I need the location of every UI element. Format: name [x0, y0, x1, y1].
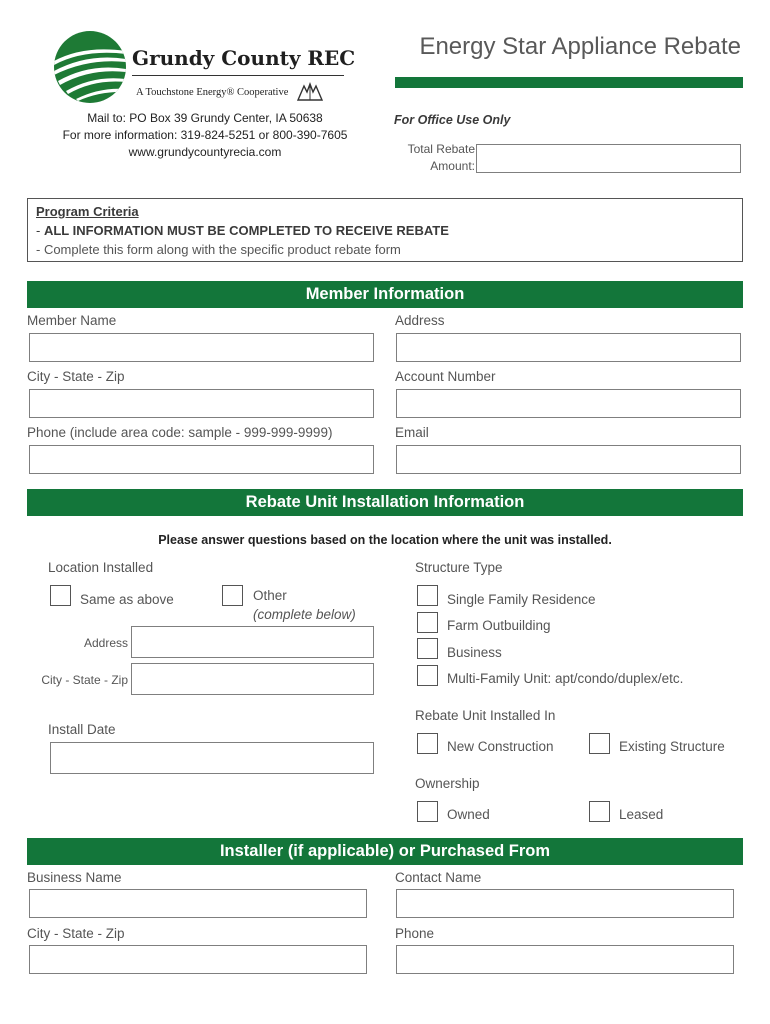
phone-field[interactable]: [29, 445, 374, 474]
same-as-above-checkbox[interactable]: [50, 585, 71, 606]
criteria-heading: Program Criteria: [36, 204, 139, 219]
farm-outbuilding-label: Farm Outbuilding: [447, 618, 551, 633]
installer-phone-label: Phone: [395, 926, 435, 941]
installer-city-state-zip-field[interactable]: [29, 945, 367, 974]
new-construction-label: New Construction: [447, 739, 554, 754]
form-title: Energy Star Appliance Rebate: [419, 33, 741, 60]
touchstone-logo-icon: [296, 82, 324, 102]
member-info-heading: Member Information: [27, 281, 743, 308]
member-name-field[interactable]: [29, 333, 374, 362]
account-number-label: Account Number: [395, 369, 496, 384]
farm-outbuilding-checkbox[interactable]: [417, 612, 438, 633]
title-green-bar: [395, 77, 743, 88]
mail-to-address: PO Box 39 Grundy Center, IA 50638: [129, 111, 323, 125]
ownership-label: Ownership: [415, 776, 480, 791]
criteria-line-2: - Complete this form along with the specific product rebate form: [36, 242, 401, 257]
business-name-field[interactable]: [29, 889, 367, 918]
org-name: Grundy County REC: [132, 46, 356, 70]
location-installed-label: Location Installed: [48, 560, 154, 575]
mail-to-label: Mail to:: [87, 111, 126, 125]
installation-info-heading: Rebate Unit Installation Information: [27, 489, 743, 516]
install-address-label: Address: [83, 636, 128, 650]
multi-family-checkbox[interactable]: [417, 665, 438, 686]
total-rebate-amount-field[interactable]: [476, 144, 741, 173]
total-rebate-label-line1: Total Rebate: [407, 142, 475, 156]
contact-name-field[interactable]: [396, 889, 734, 918]
business-label: Business: [447, 645, 502, 660]
complete-below-label: (complete below): [253, 607, 356, 622]
contact-name-label: Contact Name: [395, 870, 482, 885]
phone-label: Phone (include area code: sample - 999-999-9999): [27, 425, 333, 440]
same-as-above-label: Same as above: [80, 592, 174, 607]
total-rebate-label: [380, 141, 475, 175]
installation-instruction: Please answer questions based on the location where the unit was installed.: [158, 533, 612, 547]
business-name-label: Business Name: [27, 870, 122, 885]
installer-city-state-zip-label: City - State - Zip: [27, 926, 125, 941]
installer-phone-field[interactable]: [396, 945, 734, 974]
install-date-field[interactable]: [50, 742, 374, 774]
existing-structure-checkbox[interactable]: [589, 733, 610, 754]
member-name-label: Member Name: [27, 313, 117, 328]
total-rebate-label-line2: Amount:: [430, 159, 475, 173]
multi-family-label: Multi-Family Unit: apt/condo/duplex/etc.: [447, 671, 684, 686]
org-name-rule: [132, 75, 344, 76]
mail-to-line: [20, 111, 390, 125]
website: www.grundycountyrecia.com: [128, 145, 282, 159]
criteria-line-1: [36, 221, 734, 240]
single-family-label: Single Family Residence: [447, 592, 596, 607]
existing-structure-label: Existing Structure: [619, 739, 725, 754]
city-state-zip-label: City - State - Zip: [27, 369, 125, 384]
install-address-field[interactable]: [131, 626, 374, 658]
criteria-all-info: ALL INFORMATION MUST BE COMPLETED TO RECEIVE REBATE: [43, 223, 449, 238]
new-construction-checkbox[interactable]: [417, 733, 438, 754]
other-checkbox[interactable]: [222, 585, 243, 606]
address-label: Address: [395, 313, 445, 328]
address-field[interactable]: [396, 333, 741, 362]
logo-emblem-icon: [54, 31, 126, 103]
installed-in-label: Rebate Unit Installed In: [415, 708, 556, 723]
install-date-label: Install Date: [48, 722, 116, 737]
other-label: Other: [253, 588, 287, 603]
install-city-state-zip-field[interactable]: [131, 663, 374, 695]
leased-checkbox[interactable]: [589, 801, 610, 822]
install-city-state-zip-label: City - State - Zip: [41, 673, 128, 687]
city-state-zip-field[interactable]: [29, 389, 374, 418]
more-info: For more information: 319-824-5251 or 800-390-7605: [62, 128, 348, 142]
single-family-checkbox[interactable]: [417, 585, 438, 606]
office-use-heading: For Office Use Only: [394, 113, 511, 127]
program-criteria-box: [27, 198, 743, 262]
tagline: A Touchstone Energy® Cooperative: [136, 87, 289, 98]
structure-type-label: Structure Type: [415, 560, 503, 575]
email-field[interactable]: [396, 445, 741, 474]
criteria-dash: -: [36, 223, 44, 238]
business-checkbox[interactable]: [417, 638, 438, 659]
owned-label: Owned: [447, 807, 490, 822]
email-label: Email: [395, 425, 429, 440]
account-number-field[interactable]: [396, 389, 741, 418]
leased-label: Leased: [619, 807, 664, 822]
owned-checkbox[interactable]: [417, 801, 438, 822]
installer-heading: Installer (if applicable) or Purchased From: [27, 838, 743, 865]
